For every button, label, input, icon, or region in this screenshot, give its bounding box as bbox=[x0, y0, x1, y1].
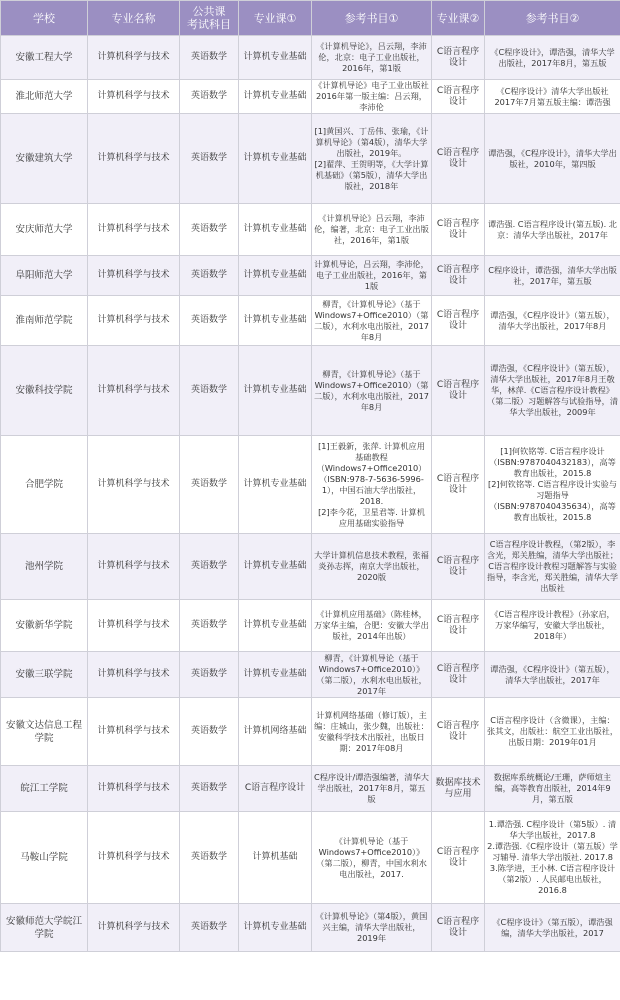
reference-1: 柳青，《计算机导论（基于Windows7+Office2010）》（第二版），水利水电出版社，2017年 bbox=[312, 652, 432, 698]
table-body bbox=[1, 36, 620, 952]
course-1: 计算机专业基础 bbox=[239, 652, 312, 698]
reference-1: 计算机网络基础（修订版），主编：庄城山，张少魏，出版社：安徽科学技术出版社，出版日期：2017年08月 bbox=[312, 698, 432, 766]
course-1: 计算机专业基础 bbox=[239, 534, 312, 600]
course-2: C语言程序设计 bbox=[432, 114, 485, 204]
header-course-1: 专业课① bbox=[239, 1, 312, 36]
reference-2: 《C程序设计》清华大学出版社2017年7月第五版主编：谭浩强 bbox=[485, 80, 620, 114]
course-1: 计算机专业基础 bbox=[239, 436, 312, 534]
course-2: C语言程序设计 bbox=[432, 346, 485, 436]
major-name: 计算机科学与技术 bbox=[88, 346, 180, 436]
course-1: 计算机基础 bbox=[239, 812, 312, 904]
public-exam: 英语数学 bbox=[180, 80, 239, 114]
course-1: 计算机专业基础 bbox=[239, 346, 312, 436]
reference-1: 《计算机导论》（第4版），黄国兴主编，清华大学出版社，2019年 bbox=[312, 904, 432, 952]
course-2: C语言程序设计 bbox=[432, 204, 485, 256]
reference-2: 《C语言程序设计教程》（孙家启，万家华编写，安徽大学出版社，2018年） bbox=[485, 600, 620, 652]
table-row bbox=[1, 256, 620, 296]
reference-1: 《计算机应用基础》（陈桂林，万家华主编，合肥：安徽大学出版社，2014年出版） bbox=[312, 600, 432, 652]
table-row bbox=[1, 766, 620, 812]
course-2: C语言程序设计 bbox=[432, 600, 485, 652]
table-row bbox=[1, 36, 620, 80]
reference-2: 《C程序设计》，谭浩强，清华大学出版社，2017年8月，第五版 bbox=[485, 36, 620, 80]
reference-2: 谭浩强，《C程序设计》，清华大学出版社，2010年，第四版 bbox=[485, 114, 620, 204]
table-row bbox=[1, 534, 620, 600]
public-exam: 英语数学 bbox=[180, 204, 239, 256]
reference-2: 1.谭浩强. C程序设计（第5版）. 清华大学出版社，2017.8 2.谭浩强.《C程序设计（第五版）学习辅导. 清华大学出版社. 2017.8 3.陈学进，王小林. C语言程序设计（第2版）. 人民邮电出版社，2016.8 bbox=[485, 812, 620, 904]
school-name: 皖江工学院 bbox=[1, 766, 88, 812]
reference-1: [1]王毅新，张萍. 计算机应用基础教程（Windows7+Office2010）（ISBN:978-7-5636-5996-1），中国石油大学出版社，2018. [2]李今花，卫星君等. 计算机应用基础实验指导 bbox=[312, 436, 432, 534]
reference-2: C语言程序设计教程，（第2版），李含光，郑关胜编，清华大学出版社；C语言程序设计教程习题解答与实验指导，李含光，郑关胜编，清华大学出版社 bbox=[485, 534, 620, 600]
table-row bbox=[1, 80, 620, 114]
school-name: 安徽师范大学皖江学院 bbox=[1, 904, 88, 952]
school-name: 淮北师范大学 bbox=[1, 80, 88, 114]
public-exam: 英语数学 bbox=[180, 600, 239, 652]
public-exam: 英语数学 bbox=[180, 652, 239, 698]
course-1: 计算机专业基础 bbox=[239, 80, 312, 114]
course-2: C语言程序设计 bbox=[432, 80, 485, 114]
public-exam: 英语数学 bbox=[180, 346, 239, 436]
table-row bbox=[1, 296, 620, 346]
header-school: 学校 bbox=[1, 1, 88, 36]
table-row bbox=[1, 204, 620, 256]
reference-1: 大学计算机信息技术教程，张福炎孙志挥，南京大学出版社，2020版 bbox=[312, 534, 432, 600]
course-1: 计算机专业基础 bbox=[239, 204, 312, 256]
school-name: 安徽建筑大学 bbox=[1, 114, 88, 204]
major-name: 计算机科学与技术 bbox=[88, 904, 180, 952]
public-exam: 英语数学 bbox=[180, 812, 239, 904]
school-name: 阜阳师范大学 bbox=[1, 256, 88, 296]
major-name: 计算机科学与技术 bbox=[88, 698, 180, 766]
major-name: 计算机科学与技术 bbox=[88, 600, 180, 652]
school-name: 淮南师范学院 bbox=[1, 296, 88, 346]
reference-1: 计算机导论，吕云翔，李沛伦，电子工业出版社，2016年，第1版 bbox=[312, 256, 432, 296]
course-1: C语言程序设计 bbox=[239, 766, 312, 812]
table-row bbox=[1, 436, 620, 534]
public-exam: 英语数学 bbox=[180, 36, 239, 80]
reference-1: 《计算机导论》吕云翔，李沛伦，编著，北京：电子工业出版社，2016年，第1版 bbox=[312, 204, 432, 256]
course-2: 数据库技术与应用 bbox=[432, 766, 485, 812]
reference-1: 《计算机导论（基于Windows7+Office2010）》（第二版），柳青，中国水利水电出版社，2017. bbox=[312, 812, 432, 904]
reference-2: C语言程序设计（含微课），主编：张其文，出版社：航空工业出版社，出版日期：2019年01月 bbox=[485, 698, 620, 766]
table-row bbox=[1, 600, 620, 652]
reference-1: 《计算机导论》电子工业出版社2016年第一版主编：吕云翔，李沛伦 bbox=[312, 80, 432, 114]
course-1: 计算机网络基础 bbox=[239, 698, 312, 766]
course-2: C语言程序设计 bbox=[432, 904, 485, 952]
course-2: C语言程序设计 bbox=[432, 812, 485, 904]
course-1: 计算机专业基础 bbox=[239, 114, 312, 204]
major-name: 计算机科学与技术 bbox=[88, 436, 180, 534]
public-exam: 英语数学 bbox=[180, 904, 239, 952]
reference-2: 谭浩强，《C程序设计》（第五版），清华大学出版社，2017年 bbox=[485, 652, 620, 698]
table-row bbox=[1, 114, 620, 204]
public-exam: 英语数学 bbox=[180, 534, 239, 600]
reference-1: C程序设计/谭浩强编著，清华大学出版社，2017年8月，第五版 bbox=[312, 766, 432, 812]
school-name: 合肥学院 bbox=[1, 436, 88, 534]
table-row bbox=[1, 698, 620, 766]
reference-1: 《计算机导论》，吕云翔，李沛伦，北京：电子工业出版社，2016年，第1版 bbox=[312, 36, 432, 80]
reference-2: C程序设计，谭浩强，清华大学出版社，2017年，第五版 bbox=[485, 256, 620, 296]
reference-2: 《C程序设计》（第五版），谭浩强编，清华大学出版社，2017 bbox=[485, 904, 620, 952]
public-exam: 英语数学 bbox=[180, 698, 239, 766]
reference-1: [1]黄国兴、丁岳伟、张瑜，《计算机导论》（第4版），清华大学出版社，2019年。 [2]翟萍、王贺明等，《大学计算机基础》（第5版），清华大学出版社，2018年 bbox=[312, 114, 432, 204]
course-2: C语言程序设计 bbox=[432, 436, 485, 534]
header-ref-2: 参考书目② bbox=[485, 1, 620, 36]
major-name: 计算机科学与技术 bbox=[88, 812, 180, 904]
reference-2: 数据库系统概论/王珊，萨师煊主编，高等教育出版社，2014年9月，第五版 bbox=[485, 766, 620, 812]
course-2: C语言程序设计 bbox=[432, 296, 485, 346]
major-name: 计算机科学与技术 bbox=[88, 36, 180, 80]
school-name: 安徽文达信息工程学院 bbox=[1, 698, 88, 766]
public-exam: 英语数学 bbox=[180, 114, 239, 204]
course-1: 计算机专业基础 bbox=[239, 256, 312, 296]
header-ref-1: 参考书目① bbox=[312, 1, 432, 36]
reference-2: 谭浩强，《C程序设计》（第五版），清华大学出版社，2017年8月 bbox=[485, 296, 620, 346]
major-name: 计算机科学与技术 bbox=[88, 766, 180, 812]
major-name: 计算机科学与技术 bbox=[88, 114, 180, 204]
public-exam: 英语数学 bbox=[180, 766, 239, 812]
major-name: 计算机科学与技术 bbox=[88, 652, 180, 698]
school-name: 安徽新华学院 bbox=[1, 600, 88, 652]
course-2: C语言程序设计 bbox=[432, 36, 485, 80]
major-name: 计算机科学与技术 bbox=[88, 296, 180, 346]
school-name: 安庆师范大学 bbox=[1, 204, 88, 256]
header-course-2: 专业课② bbox=[432, 1, 485, 36]
major-name: 计算机科学与技术 bbox=[88, 534, 180, 600]
course-2: C语言程序设计 bbox=[432, 698, 485, 766]
table-row bbox=[1, 652, 620, 698]
course-1: 计算机专业基础 bbox=[239, 600, 312, 652]
school-name: 安徽科技学院 bbox=[1, 346, 88, 436]
table-row bbox=[1, 904, 620, 952]
table-row bbox=[1, 346, 620, 436]
reference-1: 柳青，《计算机导论》（基于Windows7+Office2010）（第二版），水利水电出版社，2017年8月 bbox=[312, 296, 432, 346]
reference-1: 柳青，《计算机导论》（基于Windows7+Office2010）（第二版），水利水电出版社，2017年8月 bbox=[312, 346, 432, 436]
course-1: 计算机专业基础 bbox=[239, 904, 312, 952]
major-name: 计算机科学与技术 bbox=[88, 80, 180, 114]
major-name: 计算机科学与技术 bbox=[88, 204, 180, 256]
table-header bbox=[1, 1, 620, 36]
public-exam: 英语数学 bbox=[180, 436, 239, 534]
school-name: 安徽工程大学 bbox=[1, 36, 88, 80]
course-2: C语言程序设计 bbox=[432, 534, 485, 600]
course-2: C语言程序设计 bbox=[432, 256, 485, 296]
major-name: 计算机科学与技术 bbox=[88, 256, 180, 296]
school-name: 池州学院 bbox=[1, 534, 88, 600]
course-1: 计算机专业基础 bbox=[239, 36, 312, 80]
public-exam: 英语数学 bbox=[180, 256, 239, 296]
reference-2: 谭浩强. C语言程序设计(第五版). 北京：清华大学出版社，2017年 bbox=[485, 204, 620, 256]
reference-2: 谭浩强，《C程序设计》（第五版），清华大学出版社，2017年8月王敬华，林萍.《C语言程序设计教程》（第二版）习题解答与试验指导，清华大学出版社，2009年 bbox=[485, 346, 620, 436]
public-exam: 英语数学 bbox=[180, 296, 239, 346]
school-name: 马鞍山学院 bbox=[1, 812, 88, 904]
header-public-exam: 公共课 考试科目 bbox=[180, 1, 239, 36]
table-row bbox=[1, 812, 620, 904]
reference-2: [1]何钦铭等. C语言程序设计（ISBN:9787040432183），高等教育出版社，2015.8 [2]何钦铭等. C语言程序设计实验与习题指导（ISBN:9787040435634），高等教育出版社，2015.8 bbox=[485, 436, 620, 534]
course-1: 计算机专业基础 bbox=[239, 296, 312, 346]
course-2: C语言程序设计 bbox=[432, 652, 485, 698]
header-major: 专业名称 bbox=[88, 1, 180, 36]
school-name: 安徽三联学院 bbox=[1, 652, 88, 698]
